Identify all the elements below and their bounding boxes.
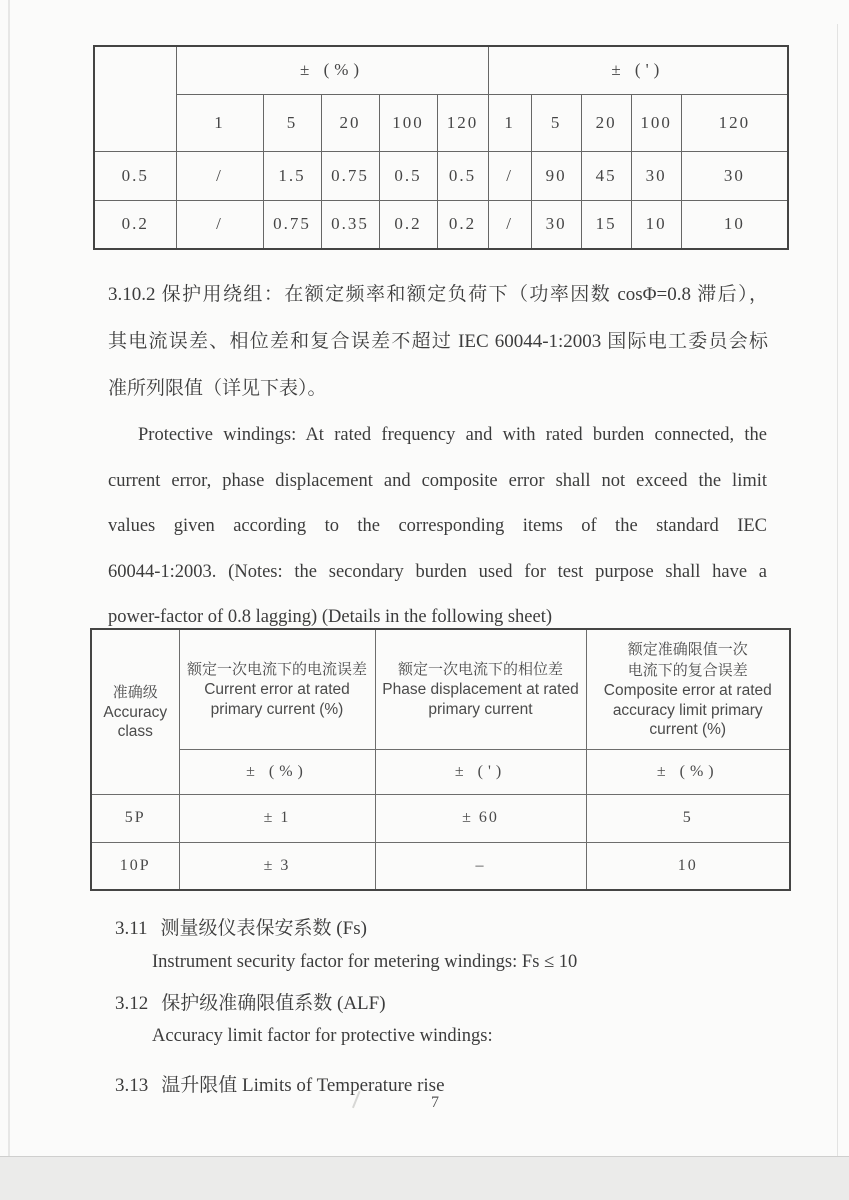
table2-unit-cell: ± (%)	[179, 749, 375, 794]
table2-cell: ± 1	[179, 794, 375, 842]
table1-row-class-0-5	[94, 151, 788, 200]
section-3-10-2-chinese-paragraph	[108, 271, 768, 412]
table1-cell: 90	[531, 151, 581, 200]
table1-subheader: 5	[263, 94, 321, 151]
table2-unit-cell: ± (')	[375, 749, 586, 794]
header-chinese: 额定一次电流下的电流误差	[186, 661, 367, 679]
paragraph-line: 3.10.2 保护用绕组：在额定频率和额定负荷下（功率因数 cosΦ=0.8 滞后），	[108, 284, 768, 305]
paragraph-line: power-factor of 0.8 lagging) (Details in the following sheet)	[108, 607, 553, 627]
section-title: 温升限值 Limits of Temperature rise	[161, 1075, 445, 1096]
header-english: Composite error at rated accuracy limit primary current (%)	[603, 682, 772, 738]
header-chinese: 电流下的复合误差	[627, 662, 748, 679]
table1-cell: 45	[581, 151, 631, 200]
header-chinese: 额定一次电流下的相位差	[397, 661, 563, 679]
table1-row-class-0-2	[94, 200, 788, 249]
protective-accuracy-limits-table	[90, 628, 791, 891]
protective-windings-english-paragraph	[108, 413, 767, 641]
table2-row-10p	[91, 842, 790, 890]
table1-cell: /	[488, 151, 531, 200]
table1-cell: 0.5	[437, 151, 488, 200]
header-chinese: 准确级	[112, 683, 158, 701]
header-english: Current error at rated primary current (%)	[204, 681, 350, 718]
table2-cell: 5	[586, 794, 790, 842]
scanner-bed-strip	[0, 1156, 849, 1200]
table2-cell: –	[375, 842, 586, 890]
table1-cell: 30	[681, 151, 788, 200]
table1-group-header-row	[94, 46, 788, 94]
section-3-11-english: Instrument security factor for metering windings: Fs ≤ 10	[152, 952, 578, 972]
table1-cell: 0.2	[379, 200, 437, 249]
section-3-12-english: Accuracy limit factor for protective windings:	[152, 1026, 493, 1046]
table1-cell: 30	[531, 200, 581, 249]
paragraph-line: current error, phase displacement and composite error shall not exceed the limit	[108, 470, 767, 491]
paragraph-line: 其电流误差、相位差和复合误差不超过 IEC 60044-1:2003 国际电工委员会标	[108, 331, 768, 352]
page-number: 7	[431, 1094, 439, 1111]
table2-row-label: 10P	[91, 842, 179, 890]
table1-subheader: 1	[488, 94, 531, 151]
table1-cell: 0.5	[379, 151, 437, 200]
table2-phase-displacement-header	[375, 629, 586, 749]
table1-cell: 1.5	[263, 151, 321, 200]
table2-cell: 10	[586, 842, 790, 890]
table1-cell: 0.75	[321, 151, 379, 200]
table1-subheader: 5	[531, 94, 581, 151]
paragraph-line: Protective windings: At rated frequency and with rated burden connected, the	[138, 425, 767, 445]
section-number: 3.11	[115, 918, 148, 939]
table1-cell: 0.75	[263, 200, 321, 249]
section-title: 保护级准确限值系数 (ALF)	[161, 993, 386, 1014]
paragraph-line: 准所列限值（详见下表）。	[108, 378, 327, 399]
header-english: Phase displacement at rated primary current	[382, 681, 579, 718]
paragraph-line: 60044-1:2003. (Notes: the secondary burden used for test purpose shall have a	[108, 561, 767, 582]
table1-cell: 15	[581, 200, 631, 249]
table1-row-label: 0.2	[94, 200, 176, 249]
table2-unit-cell: ± (%)	[586, 749, 790, 794]
section-3-11-heading	[115, 913, 367, 940]
table2-row-5p	[91, 794, 790, 842]
section-3-13-heading	[115, 1070, 445, 1097]
page-left-edge-artifact	[8, 0, 10, 1200]
table1-cell: 30	[631, 151, 681, 200]
table1-subheader: 1	[176, 94, 263, 151]
metering-accuracy-limits-table	[93, 45, 789, 250]
table2-cell: ± 3	[179, 842, 375, 890]
paragraph-line: values given according to the corresponding items of the standard IEC	[108, 516, 767, 536]
page-right-edge-artifact	[837, 24, 838, 1200]
table2-cell: ± 60	[375, 794, 586, 842]
header-chinese: 额定准确限值一次	[627, 641, 748, 658]
table2-units-row	[91, 749, 790, 794]
table1-minutes-group-header: ± (')	[488, 46, 788, 94]
table1-percent-group-header: ± (%)	[176, 46, 488, 94]
table1-cell: 0.35	[321, 200, 379, 249]
table1-subheader: 20	[321, 94, 379, 151]
table2-header-row	[91, 629, 790, 749]
table1-cell: /	[488, 200, 531, 249]
table1-subheader: 120	[681, 94, 788, 151]
table1-row-label: 0.5	[94, 151, 176, 200]
table2-accuracy-class-header	[91, 629, 179, 794]
table1-subheader: 100	[379, 94, 437, 151]
table1-cell: /	[176, 200, 263, 249]
table1-cell: /	[176, 151, 263, 200]
table1-subheader: 100	[631, 94, 681, 151]
table1-corner-cell	[94, 46, 176, 151]
table1-subheader: 120	[437, 94, 488, 151]
section-3-12-heading	[115, 988, 386, 1015]
table1-cell: 0.2	[437, 200, 488, 249]
table1-cell: 10	[681, 200, 788, 249]
table1-cell: 10	[631, 200, 681, 249]
table1-subheader: 20	[581, 94, 631, 151]
table2-row-label: 5P	[91, 794, 179, 842]
section-title: 测量级仪表保安系数 (Fs)	[160, 918, 367, 939]
table2-composite-error-header	[586, 629, 790, 749]
section-number: 3.13	[115, 1075, 149, 1096]
table1-subheader-row	[94, 94, 788, 151]
header-english: Accuracy class	[103, 703, 168, 741]
table2-current-error-header	[179, 629, 375, 749]
section-number: 3.12	[115, 993, 149, 1014]
